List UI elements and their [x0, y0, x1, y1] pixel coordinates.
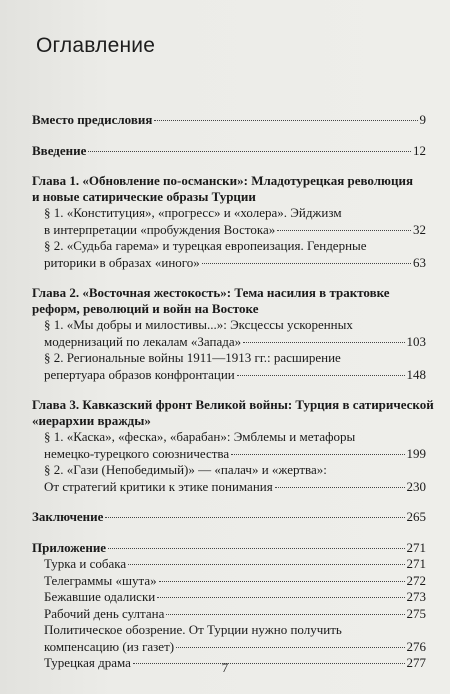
appendix-item-label: Турецкая драма: [44, 655, 131, 670]
toc-page-number: 12: [413, 142, 426, 158]
leader-dots: [176, 647, 404, 648]
leader-dots: [202, 263, 411, 264]
appendix-item-label: Телеграммы «шута»: [44, 572, 157, 588]
toc-appendix-item[interactable]: [32, 622, 426, 655]
toc-section[interactable]: [44, 205, 426, 238]
toc-page-number: 265: [406, 509, 426, 524]
leader-dots: [277, 230, 411, 231]
toc-entry-conclusion[interactable]: [32, 509, 426, 526]
toc-chapter-1: [32, 173, 426, 271]
toc-page-number: 272: [406, 572, 426, 588]
toc-page-number: 271: [406, 556, 426, 571]
toc-entry-label: Приложение: [32, 539, 107, 555]
section-title-line: немецко-турецкого союзничества: [44, 445, 230, 461]
appendix-item-label: компенсацию (из газет): [44, 638, 175, 654]
leader-dots: [154, 120, 417, 121]
section-title-line: § 2. «Гази (Непобедимый)» — «палач» и «жертва»:: [44, 462, 327, 477]
leader-dots: [105, 517, 404, 518]
toc-chapter-2: [32, 285, 426, 383]
section-title-line: § 1. «Каска», «феска», «барабан»: Эмблемы и метафоры: [44, 429, 356, 444]
appendix-item-label: Бежавшие одалиски: [44, 589, 156, 604]
toc-entry-appendix[interactable]: [32, 540, 426, 557]
appendix-item-label: Рабочий день султана: [44, 605, 165, 621]
toc-page-number: 273: [406, 589, 426, 604]
page-number: 7: [221, 660, 229, 675]
section-title-line: § 2. «Судьба гарема» и турецкая европеизация. Гендерные: [44, 238, 367, 253]
toc-appendix-item[interactable]: [44, 606, 426, 623]
toc-entry-label: Введение: [32, 142, 87, 158]
appendix-item-label: Турка и собака: [44, 556, 127, 571]
leader-dots: [166, 614, 404, 615]
leader-dots: [237, 375, 405, 376]
toc-appendix-item[interactable]: [44, 556, 426, 573]
page-title: Оглавление: [36, 34, 156, 57]
toc-appendix-item[interactable]: [44, 573, 426, 590]
leader-dots: [275, 487, 405, 488]
toc-page-number: 32: [413, 221, 426, 237]
appendix-item-label: Политическое обозрение. От Турции нужно получить: [44, 622, 342, 637]
section-title-line: в интерпретации «пробуждения Востока»: [44, 221, 276, 237]
section-title-line: риторики в образах «иного»: [44, 254, 200, 270]
section-title-line: § 2. Региональные войны 1911—1913 гг.: расширение: [44, 350, 341, 365]
section-title-line: § 1. «Мы добры и милостивы...»: Эксцессы ускоренных: [44, 317, 353, 332]
leader-dots: [231, 454, 404, 455]
chapter-title-line[interactable]: и новые сатирические образы Турции: [32, 189, 256, 204]
table-of-contents: [32, 112, 434, 672]
toc-section[interactable]: [44, 350, 426, 383]
leader-dots: [128, 564, 404, 565]
toc-entry-intro[interactable]: [32, 143, 426, 160]
chapter-title-line[interactable]: «иерархии вражды»: [32, 413, 151, 428]
leader-dots: [243, 342, 404, 343]
toc-entry-label: Вместо предисловия: [32, 112, 153, 127]
toc-appendix-item[interactable]: [44, 589, 426, 606]
leader-dots: [159, 581, 405, 582]
toc-page-number: 275: [406, 605, 426, 621]
toc-page-number: 277: [406, 655, 426, 670]
toc-section[interactable]: [44, 462, 426, 495]
toc-section[interactable]: [44, 238, 426, 271]
toc-chapter-3: [32, 397, 434, 495]
chapter-title-line[interactable]: Глава 1. «Обновление по-османски»: Младотурецкая революция: [32, 173, 413, 188]
chapter-title-line[interactable]: реформ, революций и войн на Востоке: [32, 301, 259, 316]
toc-section[interactable]: [44, 429, 426, 462]
section-title-line: От стратегий критики к этике понимания: [44, 478, 273, 494]
toc-page-number: 103: [406, 333, 426, 349]
leader-dots: [108, 548, 404, 549]
toc-section[interactable]: [44, 317, 426, 350]
toc-page-number: 271: [406, 539, 426, 555]
toc-page-number: 276: [406, 638, 426, 654]
section-title-line: репертуара образов конфронтации: [44, 366, 235, 382]
chapter-title-line[interactable]: Глава 2. «Восточная жестокость»: Тема насилия в трактовке: [32, 285, 390, 300]
toc-page-number: 199: [406, 445, 426, 461]
toc-entry-preface[interactable]: [32, 112, 426, 129]
appendix-items: [32, 556, 426, 672]
toc-page-number: 148: [406, 366, 426, 382]
toc-entry-label: Заключение: [32, 509, 104, 524]
chapter-title-line[interactable]: Глава 3. Кавказский фронт Великой войны: Турция в сатирической: [32, 397, 434, 412]
section-title-line: модернизаций по лекалам «Запада»: [44, 333, 242, 349]
leader-dots: [88, 151, 411, 152]
leader-dots: [157, 597, 404, 598]
toc-page-number: 63: [413, 254, 426, 270]
toc-page-number: 9: [419, 112, 426, 127]
section-title-line: § 1. «Конституция», «прогресс» и «холера». Эйджизм: [44, 205, 342, 220]
toc-page-number: 230: [406, 478, 426, 494]
